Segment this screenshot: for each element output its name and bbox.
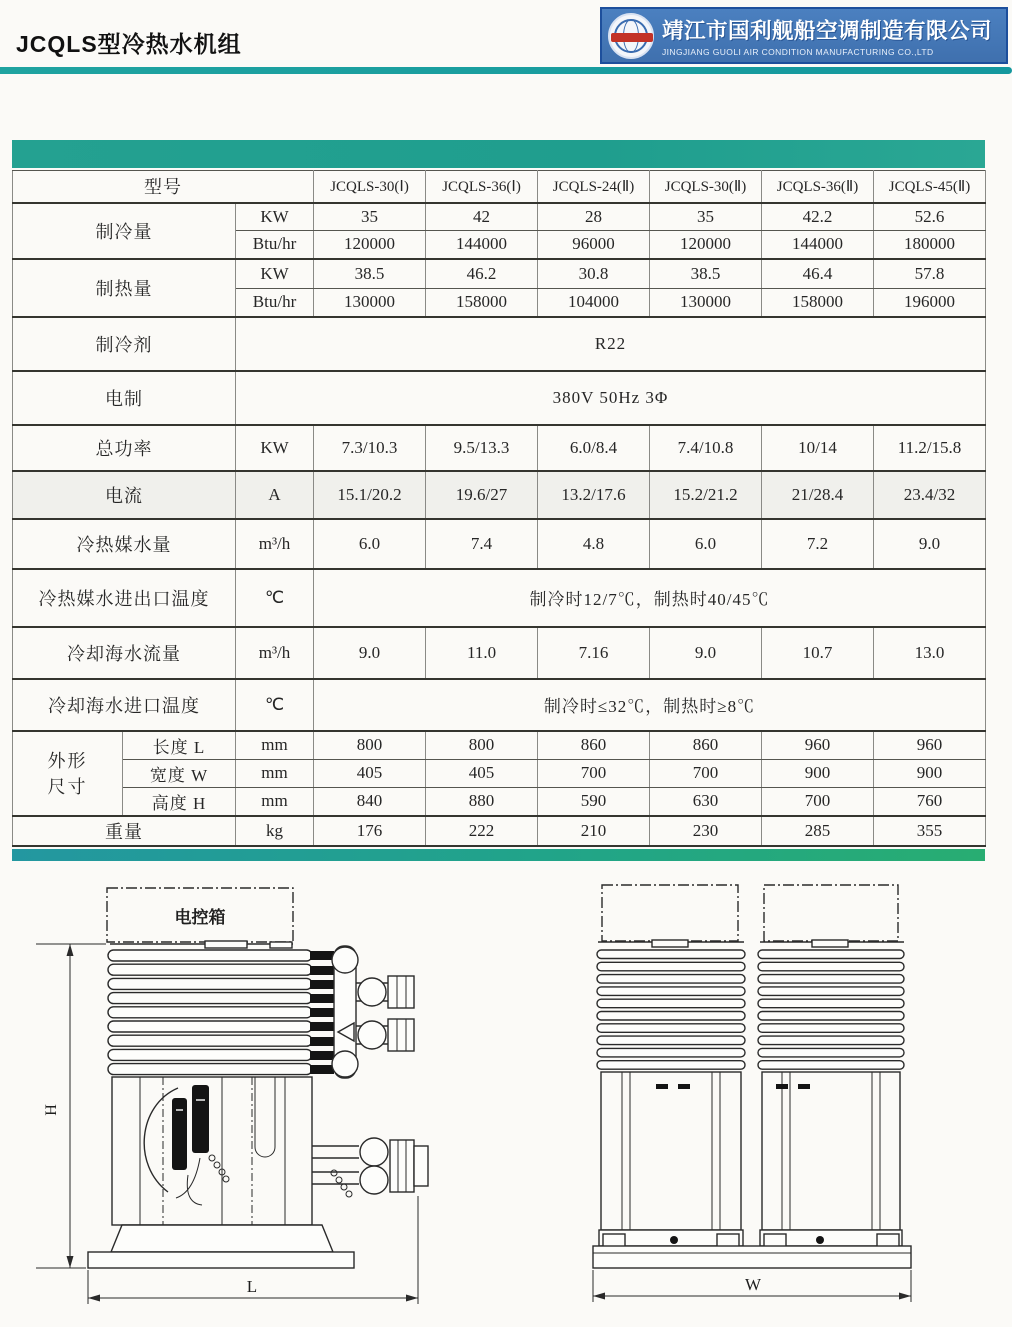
value-cell: 630 [650, 787, 762, 816]
value-cell: 800 [314, 731, 426, 760]
value-cell: 120000 [650, 231, 762, 259]
value-cell: 7.4/10.8 [650, 425, 762, 471]
value-cell: 11.2/15.8 [874, 425, 986, 471]
water-temp-label: 冷热媒水进出口温度 [13, 569, 236, 627]
row-seawater-temp [13, 679, 986, 731]
unit-cell: ℃ [236, 679, 314, 731]
front-base [88, 1225, 354, 1268]
value-cell: 42 [426, 203, 538, 231]
dimensions-label: 外形 尺寸 [13, 731, 123, 816]
value-cell: 176 [314, 816, 426, 846]
unit-cell: Btu/hr [236, 231, 314, 259]
value-cell: 7.4 [426, 519, 538, 569]
current-label: 电流 [13, 471, 236, 519]
value-cell: 900 [762, 759, 874, 787]
value-cell: 38.5 [650, 259, 762, 289]
model-cell: JCQLS-30(Ⅰ) [314, 171, 426, 203]
value-cell: 10.7 [762, 627, 874, 679]
side-unit [758, 885, 904, 1248]
unit-cell: m³/h [236, 519, 314, 569]
unit-cell: mm [236, 787, 314, 816]
value-cell: 6.0 [314, 519, 426, 569]
coil-stack [108, 950, 334, 1075]
value-cell: 35 [650, 203, 762, 231]
value-cell: 13.0 [874, 627, 986, 679]
header-divider-rule [0, 67, 1012, 74]
power-supply-value: 380V 50Hz 3Φ [236, 371, 986, 425]
refrigerant-value: R22 [236, 317, 986, 371]
page-title: JCQLS型冷热水机组 [16, 31, 242, 57]
value-cell: 28 [538, 203, 650, 231]
value-cell: 19.6/27 [426, 471, 538, 519]
row-model [13, 171, 986, 203]
value-cell: 9.0 [650, 627, 762, 679]
value-cell: 880 [426, 787, 538, 816]
row-cooling-kw [13, 203, 986, 231]
dim-height-label: 高度 H [123, 787, 236, 816]
water-flow-label: 冷热媒水量 [13, 519, 236, 569]
value-cell: 21/28.4 [762, 471, 874, 519]
row-weight [13, 816, 986, 846]
value-cell: 960 [762, 731, 874, 760]
value-cell: 960 [874, 731, 986, 760]
spec-table-section [12, 140, 985, 861]
value-cell: 230 [650, 816, 762, 846]
row-power-supply [13, 371, 986, 425]
row-seawater-flow [13, 627, 986, 679]
unit-cell: ℃ [236, 569, 314, 627]
value-cell: 196000 [874, 289, 986, 317]
side-base [593, 1246, 911, 1268]
weight-label: 重量 [13, 816, 236, 846]
cooling-label: 制冷量 [13, 203, 236, 259]
value-cell: 13.2/17.6 [538, 471, 650, 519]
value-cell: 9.5/13.3 [426, 425, 538, 471]
row-current [13, 471, 986, 519]
value-cell: 120000 [314, 231, 426, 259]
value-cell: 180000 [874, 231, 986, 259]
seawater-temp-label: 冷却海水进口温度 [13, 679, 236, 731]
value-cell: 15.2/21.2 [650, 471, 762, 519]
value-cell: 840 [314, 787, 426, 816]
unit-cell: KW [236, 425, 314, 471]
side-view-drawing [593, 885, 911, 1302]
value-cell: 860 [650, 731, 762, 760]
manifold-and-valves [332, 946, 414, 1078]
value-cell: 700 [538, 759, 650, 787]
value-cell: 130000 [314, 289, 426, 317]
dim-width-label: 宽度 W [123, 759, 236, 787]
value-cell: 800 [426, 731, 538, 760]
dim-length-label: 长度 L [123, 731, 236, 760]
unit-cell: mm [236, 731, 314, 760]
value-cell: 42.2 [762, 203, 874, 231]
company-name-cn: 靖江市国利舰船空调制造有限公司 [662, 19, 993, 43]
value-cell: 210 [538, 816, 650, 846]
table-top-band [12, 140, 985, 168]
model-label: 型号 [13, 171, 314, 203]
power-supply-label: 电制 [13, 371, 236, 425]
value-cell: 285 [762, 816, 874, 846]
value-cell: 9.0 [314, 627, 426, 679]
value-cell: 222 [426, 816, 538, 846]
model-cell: JCQLS-30(Ⅱ) [650, 171, 762, 203]
row-water-flow [13, 519, 986, 569]
value-cell: 355 [874, 816, 986, 846]
value-cell: 38.5 [314, 259, 426, 289]
value-cell: 10/14 [762, 425, 874, 471]
dim-h-label: H [43, 1104, 60, 1116]
value-cell: 46.4 [762, 259, 874, 289]
unit-cell: A [236, 471, 314, 519]
model-cell: JCQLS-45(Ⅱ) [874, 171, 986, 203]
value-cell: 130000 [650, 289, 762, 317]
value-cell: 760 [874, 787, 986, 816]
value-cell: 700 [762, 787, 874, 816]
value-cell: 144000 [426, 231, 538, 259]
value-cell: 158000 [762, 289, 874, 317]
row-refrigerant [13, 317, 986, 371]
unit-cell: kg [236, 816, 314, 846]
value-cell: 15.1/20.2 [314, 471, 426, 519]
unit-cell: m³/h [236, 627, 314, 679]
value-cell: 405 [314, 759, 426, 787]
value-cell: 6.0 [650, 519, 762, 569]
spec-table [12, 170, 986, 847]
company-name-en: JINGJIANG GUOLI AIR CONDITION MANUFACTURING CO.,LTD [662, 47, 934, 57]
row-dim-width [13, 759, 986, 787]
water-temp-value: 制冷时12/7℃，制热时40/45℃ [314, 569, 986, 627]
value-cell: 860 [538, 731, 650, 760]
dim-l-label: L [246, 1277, 258, 1296]
unit-cell: mm [236, 759, 314, 787]
value-cell: 144000 [762, 231, 874, 259]
value-cell: 590 [538, 787, 650, 816]
row-total-power [13, 425, 986, 471]
compressor-cabinet [112, 1077, 428, 1225]
value-cell: 104000 [538, 289, 650, 317]
value-cell: 23.4/32 [874, 471, 986, 519]
side-unit [597, 885, 745, 1248]
model-cell: JCQLS-36(Ⅱ) [762, 171, 874, 203]
value-cell: 52.6 [874, 203, 986, 231]
row-heating-kw [13, 259, 986, 289]
table-bottom-band [12, 849, 985, 861]
control-box-label: 电控箱 [174, 908, 226, 927]
unit-cell: Btu/hr [236, 289, 314, 317]
value-cell: 57.8 [874, 259, 986, 289]
value-cell: 7.2 [762, 519, 874, 569]
model-cell: JCQLS-24(Ⅱ) [538, 171, 650, 203]
dimension-h [36, 944, 106, 1268]
value-cell: 7.3/10.3 [314, 425, 426, 471]
front-view-drawing [36, 888, 428, 1304]
heating-label: 制热量 [13, 259, 236, 317]
total-power-label: 总功率 [13, 425, 236, 471]
dim-w-label: W [744, 1275, 762, 1294]
value-cell: 4.8 [538, 519, 650, 569]
company-logo-globe-icon [608, 13, 654, 59]
value-cell: 30.8 [538, 259, 650, 289]
dimension-w [593, 1270, 911, 1302]
row-dim-height [13, 787, 986, 816]
row-dim-length [13, 731, 986, 760]
unit-cell: KW [236, 259, 314, 289]
unit-cell: KW [236, 203, 314, 231]
model-cell: JCQLS-36(Ⅰ) [426, 171, 538, 203]
value-cell: 405 [426, 759, 538, 787]
value-cell: 96000 [538, 231, 650, 259]
value-cell: 700 [650, 759, 762, 787]
value-cell: 6.0/8.4 [538, 425, 650, 471]
refrigerant-label: 制冷剂 [13, 317, 236, 371]
company-banner [600, 7, 1008, 64]
value-cell: 7.16 [538, 627, 650, 679]
technical-drawings [0, 865, 1012, 1327]
value-cell: 9.0 [874, 519, 986, 569]
value-cell: 46.2 [426, 259, 538, 289]
seawater-temp-value: 制冷时≤32℃，制热时≥8℃ [314, 679, 986, 731]
row-water-temp [13, 569, 986, 627]
value-cell: 35 [314, 203, 426, 231]
value-cell: 158000 [426, 289, 538, 317]
seawater-flow-label: 冷却海水流量 [13, 627, 236, 679]
value-cell: 900 [874, 759, 986, 787]
value-cell: 11.0 [426, 627, 538, 679]
